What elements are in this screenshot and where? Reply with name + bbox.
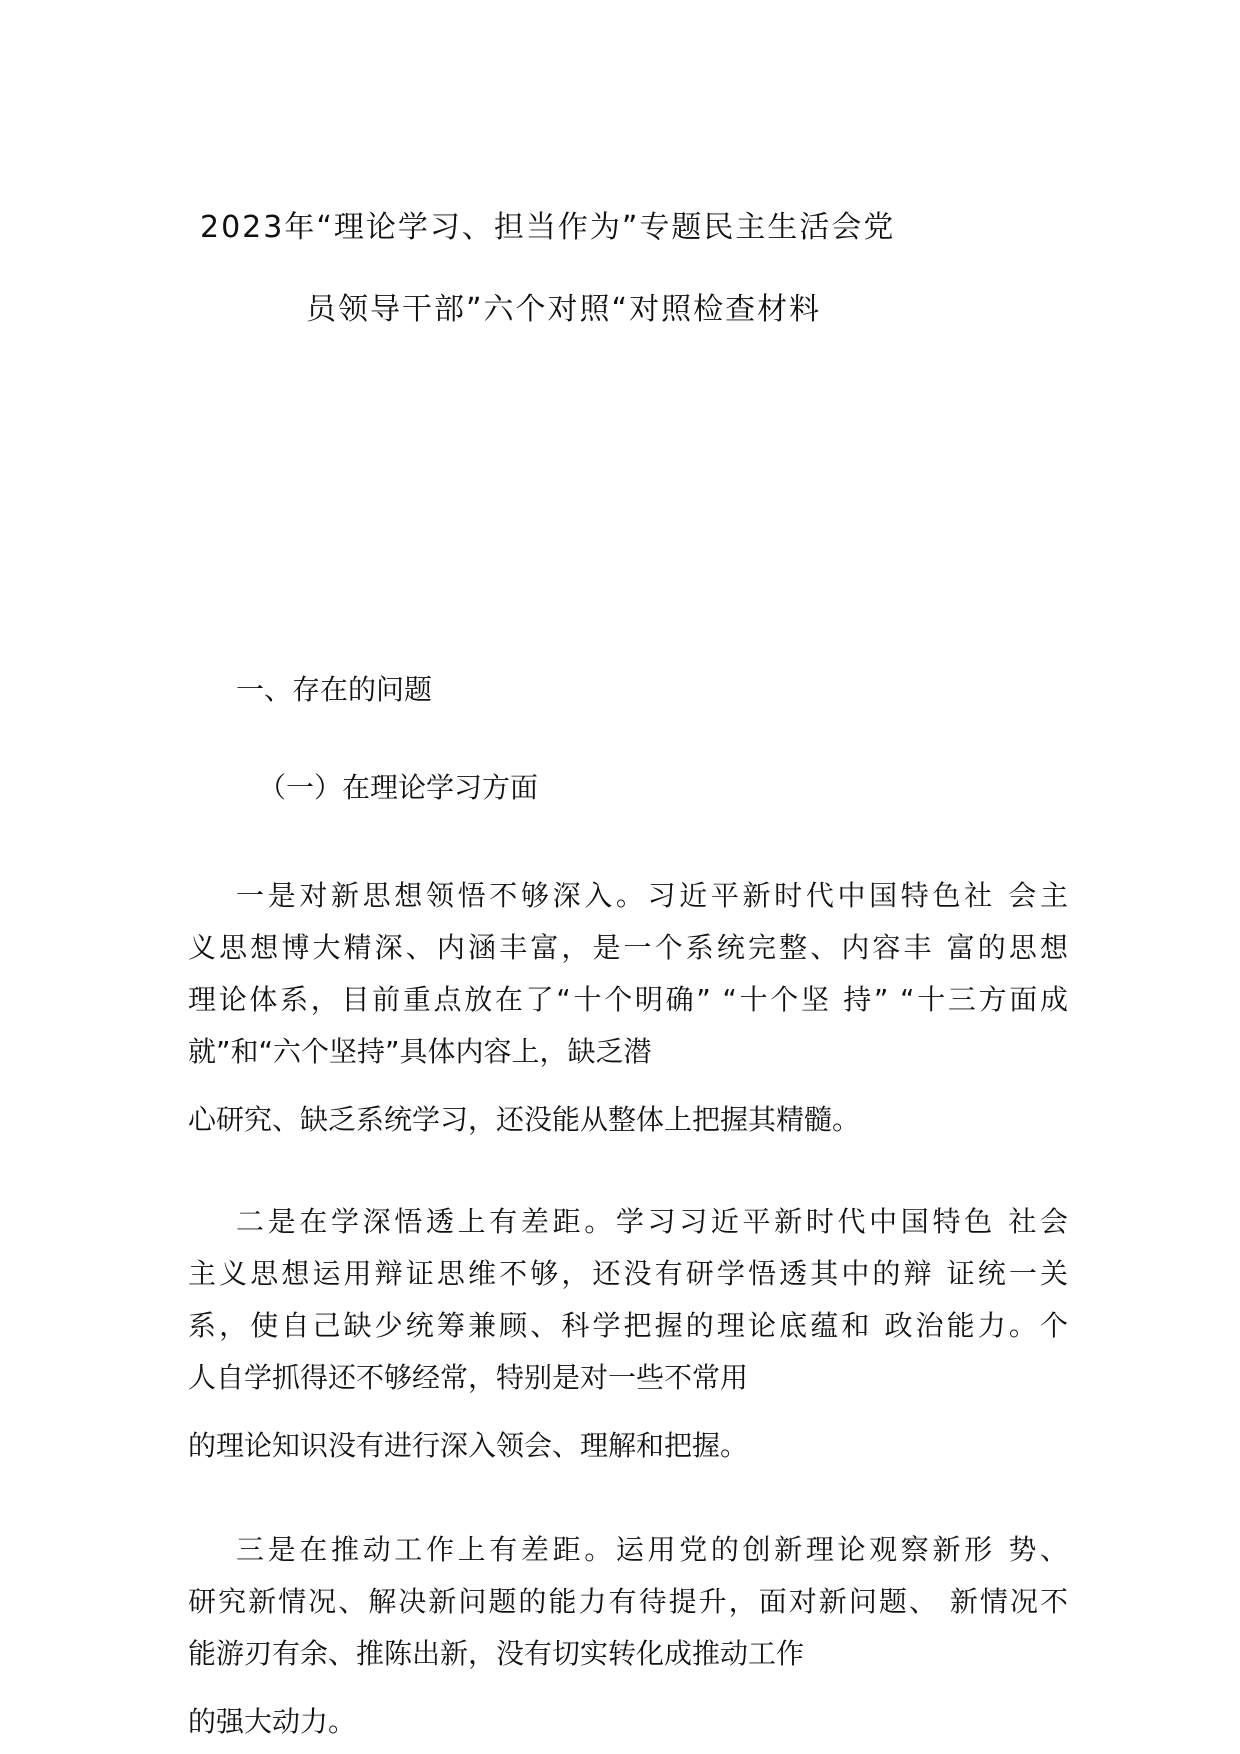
paragraph-line: 能游刃有余、推陈出新，没有切实转化成推动工作 [188,1637,805,1670]
paragraph-line: 的强大动力。 [188,1705,357,1738]
paragraph-3 [188,1524,1068,1680]
paragraph-line: 研究新情况、解决新问题的能力有待提升，面对新问题、 新情况不 [188,1585,1068,1618]
section-heading: 一、存在的问题 [236,673,433,706]
document-title-line-1: 2023年“理论学习、担当作为”专题民主生活会党 [200,210,896,245]
paragraph-line: 系，使自己缺少统筹兼顾、科学把握的理论底蕴和 政治能力。个 [188,1309,1068,1342]
paragraph-1-tail [188,1094,1068,1146]
paragraph-line: 一是对新思想领悟不够深入。习近平新时代中国特色社 会主 [236,879,1068,912]
paragraph-line: 人自学抓得还不够经常，特别是对一些不常用 [188,1361,749,1394]
document-title-line-2: 员领导干部”六个对照“对照检查材料 [306,292,822,327]
paragraph-2 [188,1196,1068,1404]
paragraph-line: 三是在推动工作上有差距。运用党的创新理论观察新形 势、 [236,1533,1068,1566]
paragraph-3-tail [188,1696,1068,1748]
paragraph-line: 义思想博大精深、内涵丰富，是一个系统完整、内容丰 富的思想 [188,931,1068,964]
paragraph-line: 就”和“六个坚持”具体内容上，缺乏潜 [188,1035,652,1068]
paragraph-line: 心研究、缺乏系统学习，还没能从整体上把握其精髓。 [188,1103,861,1136]
paragraph-line: 二是在学深悟透上有差距。学习习近平新时代中国特色 社会 [236,1205,1068,1238]
paragraph-1 [188,870,1068,1078]
paragraph-line: 主义思想运用辩证思维不够，还没有研学悟透其中的辩 证统一关 [188,1257,1068,1290]
subsection-heading: （一）在理论学习方面 [258,771,539,804]
paragraph-line: 理论体系，目前重点放在了“十个明确” “十个坚 持” “十三方面成 [188,983,1068,1016]
paragraph-2-tail [188,1420,1068,1472]
paragraph-line: 的理论知识没有进行深入领会、理解和把握。 [188,1429,749,1462]
